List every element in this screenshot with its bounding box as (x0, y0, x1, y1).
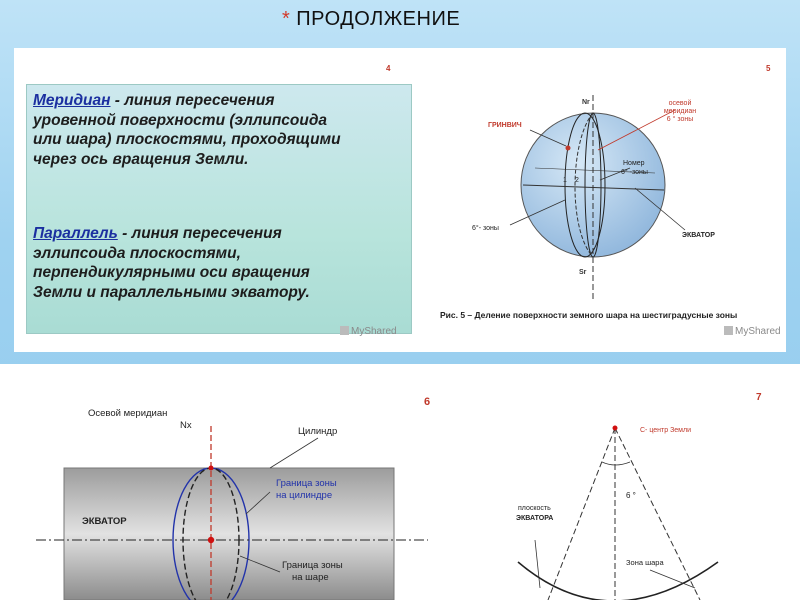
cone-right-edge (615, 428, 700, 600)
slide-title (282, 8, 460, 31)
watermark-left: MyShared (340, 326, 397, 337)
meridian-term: Меридиан (33, 92, 111, 109)
cyl-equator-label: ЭКВАТОР (82, 516, 127, 527)
page-number-6: 6 (424, 396, 431, 408)
cone-diagram (500, 410, 760, 600)
cyl-cylinder-label: Цилиндр (298, 426, 338, 437)
definition-textbox (26, 84, 412, 334)
cone-angle-label: 6 ° (626, 491, 636, 500)
title-bullet: * (282, 8, 291, 30)
globe-equator-label: ЭКВАТОР (682, 232, 715, 239)
cylinder-diagram (30, 396, 430, 600)
axial-meridian-label-3: 6 ° зоны (666, 116, 694, 123)
page-number-4: 4 (386, 64, 391, 73)
globe-north-label: Nr (582, 99, 590, 106)
cone-angle-arc (602, 462, 630, 465)
globe-diagram (430, 80, 790, 330)
cylinder-body (64, 468, 394, 600)
zone-number-label-1: Номер (623, 160, 645, 167)
cylinder-top-point (209, 466, 214, 471)
cyl-nx-label: Nx (180, 420, 192, 431)
axial-meridian-label-2: меридиан (663, 108, 697, 115)
cyl-zone-border-label-2: на цилиндре (276, 490, 333, 501)
meridian-line-1: - линия пересечения (110, 92, 275, 109)
title-text: ПРОДОЛЖЕНИЕ (296, 8, 461, 30)
cylinder-center-point (208, 537, 214, 543)
zone-number-label-2: 6° -зоны (621, 169, 648, 176)
sphere-zone-border-label-1: Граница зоны (282, 560, 343, 571)
meridian-line-2: уровенной поверхности (эллипсоида (33, 111, 328, 129)
cone-sphere-arc (518, 562, 718, 600)
axial-meridian-label-1: осевой (668, 100, 692, 107)
meridian-line-3: или шара) плоскостями, проходящими (33, 131, 341, 148)
greenwich-label: ГРИНВИЧ (488, 122, 522, 129)
parallel-definition (33, 224, 310, 302)
zone-label: 6°- зоны (472, 225, 499, 232)
cone-center-label: С- центр Земли (640, 427, 691, 434)
cyl-zone-border-label-1: Граница зоны (276, 478, 337, 489)
cone-zone-label: Зона шара (626, 558, 664, 567)
parallel-line-3: перпендикулярными оси вращения (33, 264, 310, 281)
watermark-right: MyShared (724, 326, 781, 337)
parallel-line-2: эллипсоида плоскостями, (33, 244, 241, 262)
cyl-axial-meridian-label: Осевой меридиан (88, 408, 168, 419)
sphere-zone-border-label-2: на шаре (292, 572, 329, 583)
greenwich-point (566, 146, 571, 151)
parallel-line-1: - линия пересечения (117, 225, 282, 242)
cone-plane-label-1: плоскость (518, 505, 551, 512)
zone-num-2: 2 (575, 177, 579, 184)
meridian-definition (33, 91, 341, 169)
parallel-term: Параллель (33, 225, 118, 242)
zone-num-1: 1 (563, 177, 567, 184)
globe-south-label: Sr (579, 269, 587, 276)
globe-caption: Рис. 5 – Деление поверхности земного шара на шестиградусные зоны (440, 310, 738, 320)
page-number-5: 5 (766, 64, 771, 73)
cone-left-edge (548, 428, 615, 600)
cone-plane-label-2: ЭКВАТОРА (516, 515, 554, 522)
meridian-line-4: через ось вращения Земли. (33, 150, 249, 168)
page-number-7: 7 (756, 392, 762, 403)
earth-center-point (613, 426, 618, 431)
parallel-line-4: Земли и параллельными экватору. (33, 283, 310, 301)
watermark-logo-icon (340, 326, 349, 335)
